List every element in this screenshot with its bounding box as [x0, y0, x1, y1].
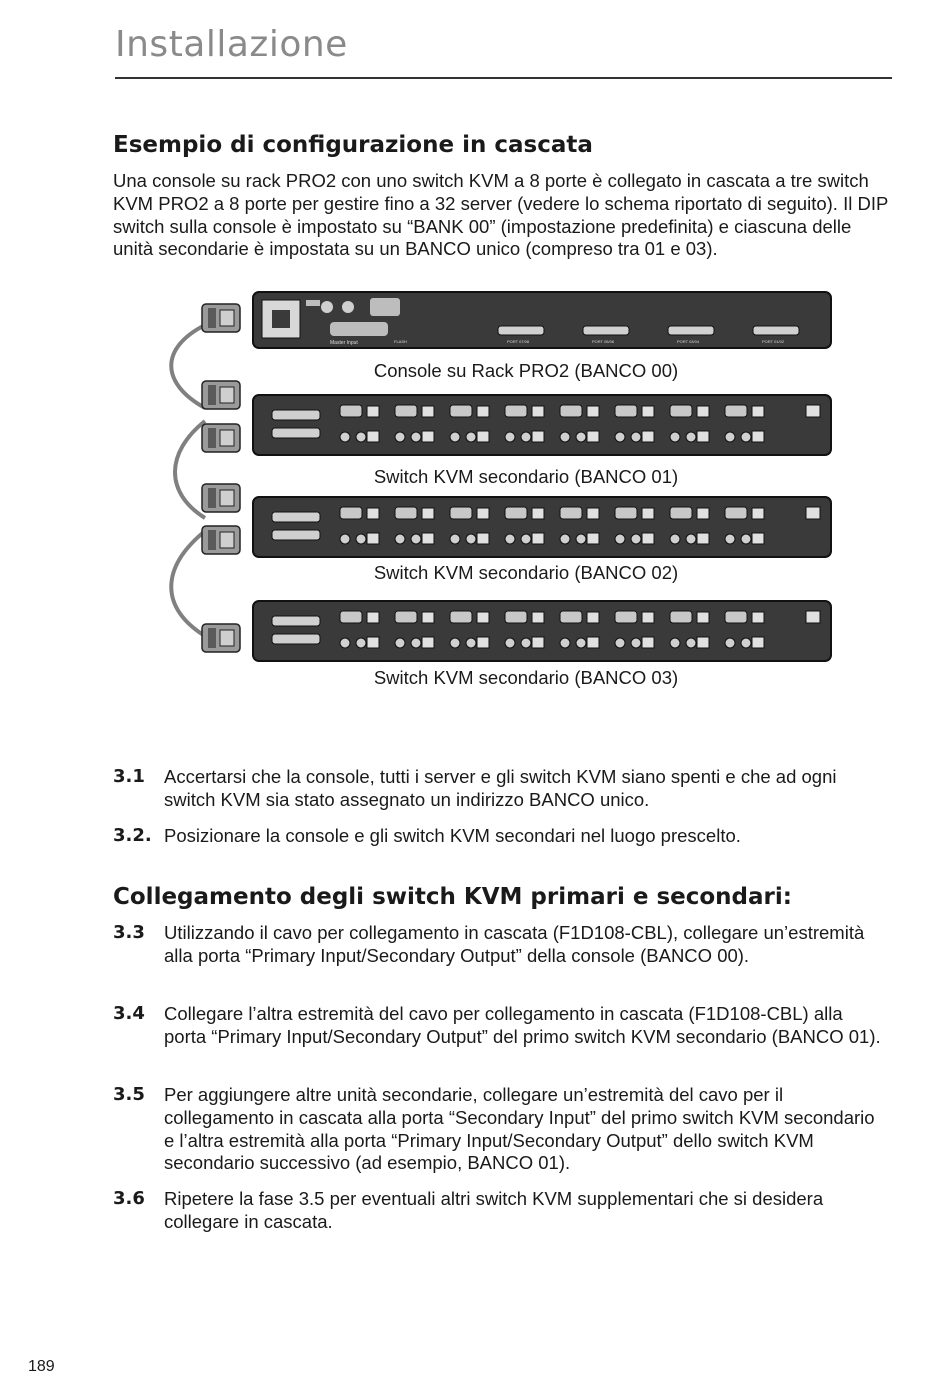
vga-port: [670, 507, 692, 519]
usb-port: [532, 637, 544, 648]
ps2-port: [411, 432, 421, 442]
usb-port: [587, 406, 599, 417]
cable-connector-grip: [208, 530, 216, 550]
section-title-cascade-example: Esempio di configurazione in cascata: [113, 132, 593, 158]
console-master-input-label: Master Input: [330, 340, 358, 346]
usb-port: [477, 533, 489, 544]
usb-port: [697, 637, 709, 648]
step-item: [113, 825, 883, 848]
ps2-port: [505, 638, 515, 648]
ps2-port: [741, 432, 751, 442]
console-port-label: PORT 07/08: [507, 339, 530, 344]
usb-port: [697, 533, 709, 544]
usb-port: [367, 508, 379, 519]
ps2-port: [615, 638, 625, 648]
step-item: [113, 922, 883, 968]
vga-port: [450, 507, 472, 519]
vga-port: [450, 611, 472, 623]
ps2-port: [725, 432, 735, 442]
usb-port: [752, 431, 764, 442]
cable-console-to-bank01: [171, 325, 205, 408]
usb-port: [587, 431, 599, 442]
vga-port: [615, 507, 637, 519]
cascade-diagram-drawing: [160, 288, 840, 688]
console-flash-label: FLASH: [394, 339, 407, 344]
usb-port: [477, 637, 489, 648]
ps2-port: [521, 432, 531, 442]
cable-connector-plug: [220, 490, 234, 506]
usb-port: [587, 508, 599, 519]
vga-port: [725, 405, 747, 417]
usb-port: [367, 533, 379, 544]
ps2-port: [670, 432, 680, 442]
step-number: 3.5: [113, 1084, 145, 1105]
cable-connector-plug: [220, 630, 234, 646]
usb-port: [422, 637, 434, 648]
usb-port: [422, 533, 434, 544]
cascade-port: [272, 410, 320, 420]
ps2-port: [356, 638, 366, 648]
cable-connector-grip: [208, 428, 216, 448]
cable-bank02-to-bank03: [171, 531, 205, 636]
step-text: Utilizzando il cavo per collegamento in cascata (F1D108-CBL), collegare un’estremità alla porta “Primary Input/Secondary Output” della console (BANCO 00).: [164, 922, 865, 966]
ps2-port: [741, 534, 751, 544]
ps2-port: [466, 432, 476, 442]
vga-port: [725, 611, 747, 623]
cable-bank01-to-bank02: [175, 421, 205, 518]
cable-connector-grip: [208, 628, 216, 648]
step-text: Posizionare la console e gli switch KVM secondari nel luogo prescelto.: [164, 825, 741, 846]
cable-connector-plug: [220, 430, 234, 446]
switch-unit-bank03: [253, 601, 831, 661]
ps2-port: [576, 432, 586, 442]
usb-port: [587, 533, 599, 544]
ps2-port: [631, 432, 641, 442]
switch-caption-bank02: Switch KVM secondario (BANCO 02): [373, 562, 679, 583]
vga-port: [340, 507, 362, 519]
header-divider: [115, 77, 892, 79]
ps2-port: [340, 534, 350, 544]
usb-port: [477, 508, 489, 519]
cable-connector-plug: [220, 532, 234, 548]
ps2-port: [631, 534, 641, 544]
step-text: Ripetere la fase 3.5 per eventuali altri switch KVM supplementari che si desidera collegare in cascata.: [164, 1188, 824, 1232]
vga-port: [395, 507, 417, 519]
switch-caption-bank03: Switch KVM secondario (BANCO 03): [373, 667, 679, 688]
step-number: 3.3: [113, 922, 145, 943]
ps2-port: [521, 534, 531, 544]
usb-port: [477, 431, 489, 442]
ps2-port: [466, 534, 476, 544]
vga-port: [505, 405, 527, 417]
usb-port: [752, 533, 764, 544]
usb-port: [752, 508, 764, 519]
vga-port: [615, 611, 637, 623]
usb-port: [642, 637, 654, 648]
ps2-port: [670, 638, 680, 648]
section-title-primary-secondary: Collegamento degli switch KVM primari e secondari:: [113, 884, 792, 910]
vga-port: [505, 611, 527, 623]
console-port-label: PORT 01/02: [762, 339, 785, 344]
usb-port: [367, 406, 379, 417]
step-item: [113, 1084, 883, 1175]
console-port-label: PORT 03/04: [677, 339, 700, 344]
usb-port: [697, 406, 709, 417]
vga-port: [505, 507, 527, 519]
ps2-port: [411, 638, 421, 648]
ps2-port: [686, 638, 696, 648]
usb-port: [422, 431, 434, 442]
cable-connector-grip: [208, 385, 216, 405]
cable-connector-grip: [208, 488, 216, 508]
cable-connector-plug: [220, 387, 234, 403]
usb-port: [422, 508, 434, 519]
page-number: 189: [28, 1358, 55, 1375]
rj45-port: [806, 611, 820, 623]
ps2-port: [686, 432, 696, 442]
cascade-diagram: [160, 288, 840, 688]
switch-caption-bank01: Switch KVM secondario (BANCO 01): [373, 466, 679, 487]
ps2-port: [395, 534, 405, 544]
usb-port: [477, 612, 489, 623]
usb-port: [642, 508, 654, 519]
usb-port: [697, 612, 709, 623]
usb-port: [642, 406, 654, 417]
cascade-port: [272, 512, 320, 522]
usb-port: [532, 406, 544, 417]
console-caption: Console su Rack PRO2 (BANCO 00): [373, 360, 679, 381]
cascade-port: [272, 428, 320, 438]
header-title: Installazione: [115, 24, 348, 65]
step-text: Per aggiungere altre unità secondarie, collegare un’estremità del cavo per il collegamento in cascata alla porta “Secondary Input” del primo switch KVM secondario e l’altra estremità alla porta “Primary Input/Secondary Output” dello switch KVM secondario successivo (ad esempio, BANCO 01).: [164, 1084, 875, 1174]
usb-port: [752, 637, 764, 648]
usb-port: [532, 612, 544, 623]
ps2-port: [560, 638, 570, 648]
step-number: 3.4: [113, 1003, 145, 1024]
usb-port: [642, 612, 654, 623]
vga-port: [560, 611, 582, 623]
rj45-port: [806, 507, 820, 519]
cascade-cables: [171, 325, 205, 636]
ps2-port: [340, 432, 350, 442]
cable-connector-grip: [208, 308, 216, 328]
ps2-port: [725, 638, 735, 648]
usb-port: [367, 431, 379, 442]
ps2-port: [356, 432, 366, 442]
vga-port: [395, 611, 417, 623]
console-port-label: PORT 05/06: [592, 339, 615, 344]
vga-port: [340, 405, 362, 417]
ps2-port: [505, 432, 515, 442]
usb-port: [587, 612, 599, 623]
usb-port: [752, 406, 764, 417]
ps2-port: [576, 638, 586, 648]
ps2-port: [615, 432, 625, 442]
ps2-port: [395, 432, 405, 442]
ps2-port: [521, 638, 531, 648]
usb-port: [532, 508, 544, 519]
ps2-port: [505, 534, 515, 544]
step-item: [113, 1003, 883, 1049]
console-unit: [253, 292, 831, 348]
ps2-port: [560, 432, 570, 442]
vga-port: [395, 405, 417, 417]
usb-port: [477, 406, 489, 417]
usb-port: [587, 637, 599, 648]
usb-port: [532, 431, 544, 442]
vga-port: [725, 507, 747, 519]
vga-port: [670, 405, 692, 417]
usb-port: [532, 533, 544, 544]
usb-port: [642, 533, 654, 544]
usb-port: [422, 406, 434, 417]
ps2-port: [450, 432, 460, 442]
switch-unit-bank01: [253, 395, 831, 455]
ps2-port: [560, 534, 570, 544]
usb-port: [752, 612, 764, 623]
ps2-port: [670, 534, 680, 544]
vga-port: [560, 405, 582, 417]
intro-paragraph: Una console su rack PRO2 con uno switch KVM a 8 porte è collegato in cascata a tre switch KVM PRO2 a 8 porte per gestire fino a 32 server (vedere lo schema riportato di seguito). Il DIP switch sulla console è impostato su “BANK 00” (impostazione predefinita) e ciascuna delle unità secondarie è impostata su un BANCO unico (compreso tra 01 e 03).: [113, 170, 888, 260]
vga-port: [615, 405, 637, 417]
step-text: Accertarsi che la console, tutti i server e gli switch KVM siano spenti e che ad ogni switch KVM sia stato assegnato un indirizzo BANCO unico.: [164, 766, 837, 810]
vga-port: [340, 611, 362, 623]
usb-port: [367, 612, 379, 623]
ps2-port: [615, 534, 625, 544]
ps2-port: [631, 638, 641, 648]
step-text: Collegare l’altra estremità del cavo per collegamento in cascata (F1D108-CBL) alla porta “Primary Input/Secondary Output” del primo switch KVM secondario (BANCO 01).: [164, 1003, 881, 1047]
usb-port: [697, 431, 709, 442]
usb-port: [367, 637, 379, 648]
ps2-port: [686, 534, 696, 544]
ps2-port: [741, 638, 751, 648]
usb-port: [697, 508, 709, 519]
ps2-port: [466, 638, 476, 648]
usb-port: [422, 612, 434, 623]
usb-port: [642, 431, 654, 442]
step-number: 3.2.: [113, 825, 152, 846]
cascade-port: [272, 634, 320, 644]
cascade-port: [272, 530, 320, 540]
ps2-port: [450, 534, 460, 544]
ps2-port: [450, 638, 460, 648]
switch-unit-bank02: [253, 497, 831, 557]
vga-port: [560, 507, 582, 519]
ps2-port: [576, 534, 586, 544]
ps2-port: [725, 534, 735, 544]
ps2-port: [411, 534, 421, 544]
step-item: [113, 766, 883, 812]
ps2-port: [340, 638, 350, 648]
step-item: [113, 1188, 883, 1234]
vga-port: [670, 611, 692, 623]
rj45-port: [806, 405, 820, 417]
ps2-port: [395, 638, 405, 648]
step-number: 3.6: [113, 1188, 145, 1209]
cascade-port: [272, 616, 320, 626]
step-number: 3.1: [113, 766, 145, 787]
ps2-port: [356, 534, 366, 544]
vga-port: [450, 405, 472, 417]
cable-connector-plug: [220, 310, 234, 326]
